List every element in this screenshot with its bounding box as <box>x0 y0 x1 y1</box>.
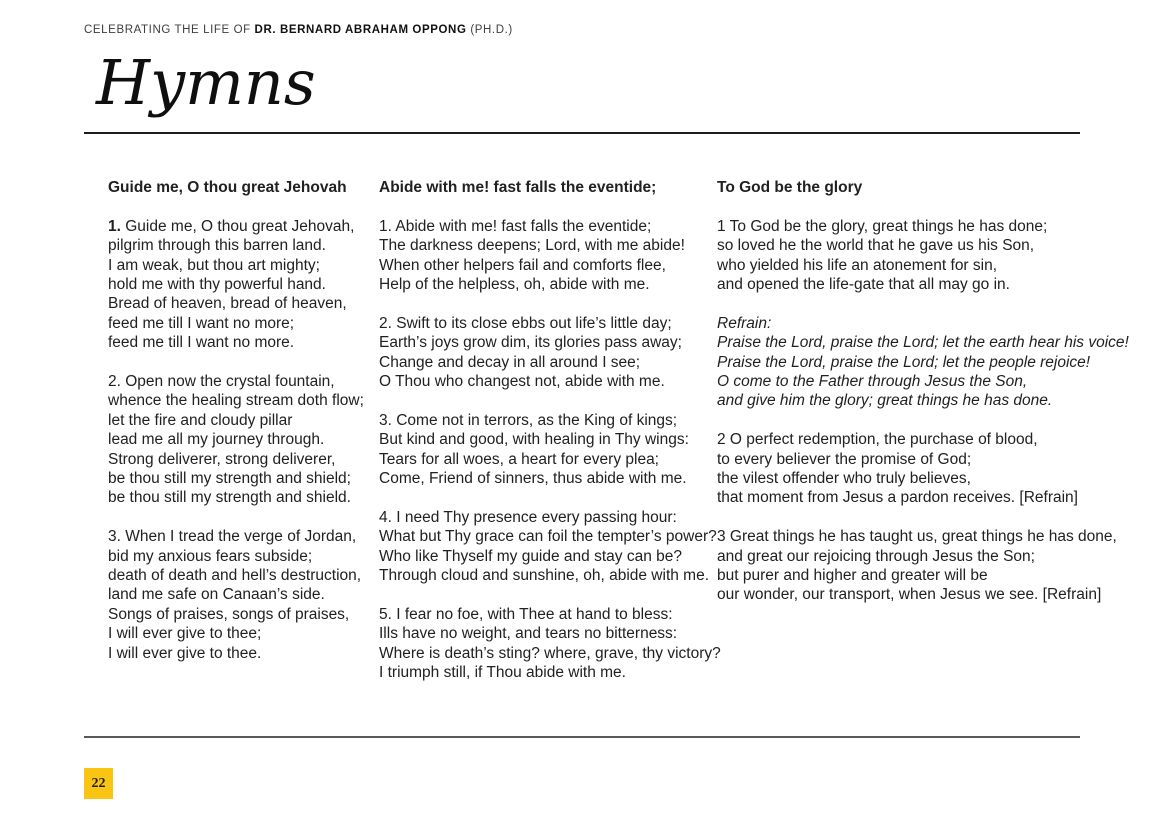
hymn-stanza <box>717 217 1082 295</box>
page-header <box>84 24 513 36</box>
hymn-line: Through cloud and sunshine, oh, abide with me. <box>379 567 710 585</box>
hymn-line: be thou still my strength and shield; <box>108 470 351 488</box>
hymn-line: Who like Thyself my guide and stay can be? <box>379 547 682 565</box>
hymn-line: What but Thy grace can foil the tempter’s power? <box>379 528 717 546</box>
hymn-line: 5. I fear no foe, with Thee at hand to bless: <box>379 605 673 623</box>
hymn-line: let the fire and cloudy pillar <box>108 411 293 429</box>
hymn-line: Praise the Lord, praise the Lord; let the earth hear his voice! <box>717 334 1129 352</box>
hymn-line: I am weak, but thou art mighty; <box>108 256 320 274</box>
hymn-line: lead me all my journey through. <box>108 431 325 449</box>
hymn-line: Change and decay in all around I see; <box>379 353 641 371</box>
hymn-body <box>379 217 721 683</box>
hymn-line: Help of the helpless, oh, abide with me. <box>379 276 650 294</box>
hymn-line: death of death and hell’s destruction, <box>108 567 362 585</box>
hymn-line: and opened the life-gate that all may go in. <box>717 276 1010 294</box>
header-honoree-name: DR. BERNARD ABRAHAM OPPONG <box>254 24 467 36</box>
hymn-line: and great our rejoicing through Jesus the Son; <box>717 547 1035 565</box>
hymn-line: Where is death’s sting? where, grave, thy victory? <box>379 644 721 662</box>
section-title: Hymns <box>96 46 316 119</box>
footer-divider <box>84 736 1080 738</box>
hymn-line: Come, Friend of sinners, thus abide with me. <box>379 470 687 488</box>
hymn-title: Guide me, O thou great Jehovah <box>108 179 347 196</box>
hymn-stanza <box>379 411 694 489</box>
hymn-column <box>108 178 364 663</box>
hymn-line: hold me with thy powerful hand. <box>108 276 326 294</box>
hymn-line: 3. Come not in terrors, as the King of kings; <box>379 411 678 429</box>
hymn-line: I triumph still, if Thou abide with me. <box>379 664 626 682</box>
header-suffix: (PH.D.) <box>470 24 513 36</box>
hymn-line: 1. Guide me, O thou great Jehovah, <box>108 217 355 235</box>
hymn-line: 3. When I tread the verge of Jordan, <box>108 528 357 546</box>
hymn-line: who yielded his life an atonement for sin, <box>717 256 998 274</box>
hymn-line: whence the healing stream doth flow; <box>108 392 364 410</box>
hymn-line: Tears for all woes, a heart for every plea; <box>379 450 659 468</box>
hymn-stanza <box>379 217 694 295</box>
hymn-line: so loved he the world that he gave us his Son, <box>717 237 1035 255</box>
page-number-badge: 22 <box>84 768 113 799</box>
hymn-line: to every believer the promise of God; <box>717 450 972 468</box>
hymn-line: pilgrim through this barren land. <box>108 237 326 255</box>
hymn-line: Songs of praises, songs of praises, <box>108 605 350 623</box>
hymn-title: Abide with me! fast falls the eventide; <box>379 179 657 196</box>
hymn-line: 2. Swift to its close ebbs out life’s little day; <box>379 314 672 332</box>
hymn-body <box>108 217 364 663</box>
hymn-line: Earth’s joys grow dim, its glories pass away; <box>379 334 682 352</box>
hymn-stanza <box>717 430 1082 508</box>
hymn-line: 4. I need Thy presence every passing hour: <box>379 508 677 526</box>
hymn-line: Bread of heaven, bread of heaven, <box>108 295 347 313</box>
hymn-line: 2. Open now the crystal fountain, <box>108 373 335 391</box>
header-prefix: CELEBRATING THE LIFE OF <box>84 24 251 36</box>
hymn-stanza <box>717 527 1117 605</box>
hymn-line: 3 Great things he has taught us, great things he has done, <box>717 528 1117 546</box>
hymn-line: land me safe on Canaan’s side. <box>108 586 325 604</box>
hymn-line: I will ever give to thee; <box>108 625 262 643</box>
hymn-stanza <box>379 314 694 392</box>
hymn-stanza <box>108 372 364 508</box>
hymn-title: To God be the glory <box>717 179 863 196</box>
hymn-line: Refrain: <box>717 314 772 332</box>
hymn-body <box>717 217 1129 605</box>
hymn-line: be thou still my strength and shield. <box>108 489 351 507</box>
hymn-line: but purer and higher and greater will be <box>717 567 988 585</box>
hymn-line: that moment from Jesus a pardon receives. [Refrain] <box>717 489 1078 507</box>
hymn-line: the vilest offender who truly believes, <box>717 470 971 488</box>
title-divider <box>84 132 1080 134</box>
hymn-line: 1 To God be the glory, great things he has done; <box>717 217 1048 235</box>
hymn-column <box>717 178 1129 605</box>
hymn-line: 1. Abide with me! fast falls the eventide; <box>379 217 652 235</box>
hymn-line: I will ever give to thee. <box>108 644 262 662</box>
hymn-stanza <box>108 527 362 663</box>
hymn-line: 2 O perfect redemption, the purchase of blood, <box>717 431 1038 449</box>
hymn-line: our wonder, our transport, when Jesus we see. [Refrain] <box>717 586 1102 604</box>
hymn-line: and give him the glory; great things he has done. <box>717 392 1053 410</box>
hymn-stanza <box>379 508 717 586</box>
hymn-line: Ills have no weight, and tears no bitterness: <box>379 625 678 643</box>
hymn-line: Strong deliverer, strong deliverer, <box>108 450 336 468</box>
hymn-stanza <box>717 314 1129 411</box>
hymn-stanza <box>108 217 358 353</box>
hymn-line: O Thou who changest not, abide with me. <box>379 373 665 391</box>
hymn-column <box>379 178 721 682</box>
hymn-line: But kind and good, with healing in Thy wings: <box>379 431 689 449</box>
hymn-line: The darkness deepens; Lord, with me abide! <box>379 237 685 255</box>
hymn-line: bid my anxious fears subside; <box>108 547 313 565</box>
hymn-line: feed me till I want no more; <box>108 314 295 332</box>
hymn-line: Praise the Lord, praise the Lord; let the people rejoice! <box>717 353 1091 371</box>
hymn-line: O come to the Father through Jesus the Son, <box>717 373 1028 391</box>
hymn-line: feed me till I want no more. <box>108 334 295 352</box>
hymn-line: When other helpers fail and comforts flee, <box>379 256 666 274</box>
hymn-stanza <box>379 605 721 683</box>
